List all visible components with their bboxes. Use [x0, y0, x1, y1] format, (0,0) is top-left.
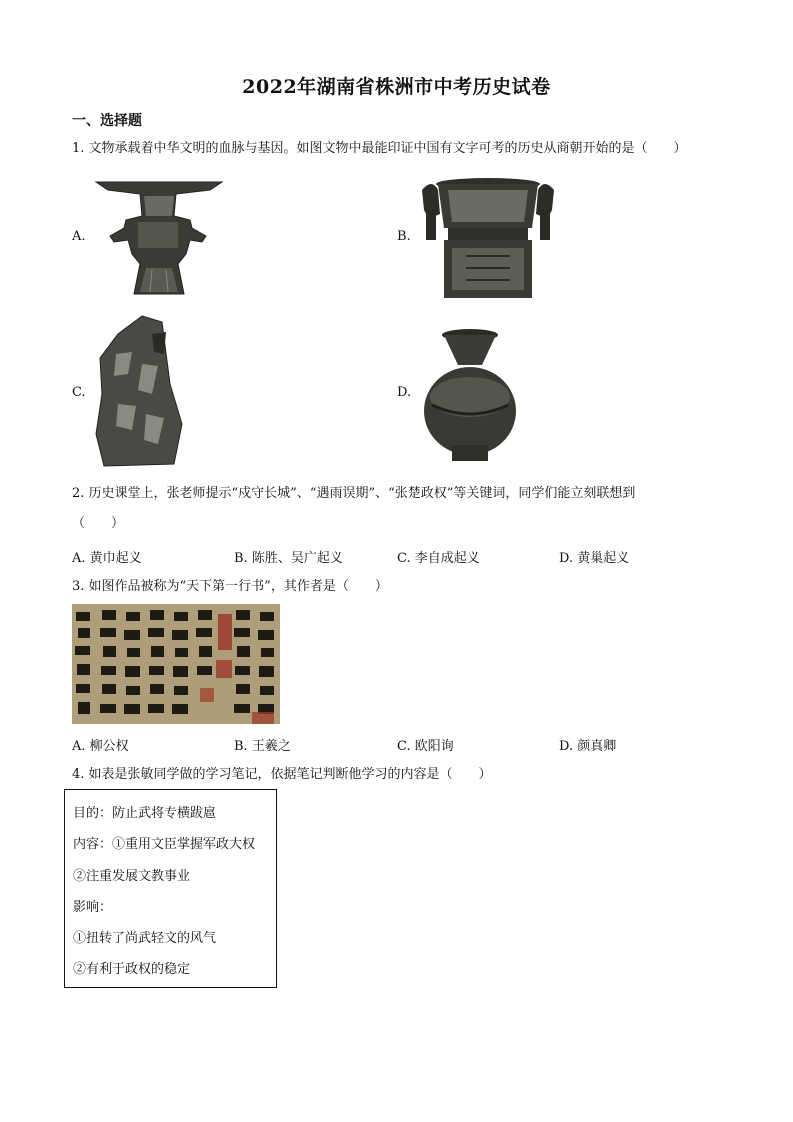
bronze-gui-vessel-image	[418, 170, 558, 300]
calligraphy-image	[72, 604, 280, 724]
q3-option-d: D. 颜真卿	[559, 739, 617, 754]
question-4-text: 4. 如表是张敏同学做的学习笔记，依据笔记判断他学习的内容是（ ）	[72, 767, 492, 782]
question-3-text: 3. 如图作品被称为“天下第一行书”，其作者是（ ）	[72, 579, 388, 594]
q1-option-b-label: B.	[397, 229, 411, 244]
page-title: 2022年湖南省株洲市中考历史试卷	[242, 76, 551, 98]
q1-option-a-label: A.	[72, 229, 86, 244]
bronze-hu-vessel-image	[418, 327, 520, 463]
oracle-bone-image	[92, 314, 188, 468]
question-1-text: 1. 文物承载着中华文明的血脉与基因。如图文物中最能印证中国有文字可考的历史从商朝开始的是（ ）	[72, 141, 687, 156]
bronze-zun-vessel-image	[94, 176, 224, 298]
q3-option-c: C. 欧阳询	[397, 739, 454, 754]
note-content-1: 内容：①重用文臣掌握军政大权	[73, 837, 256, 852]
study-note-table	[64, 789, 277, 988]
q2-option-a: A. 黄巾起义	[72, 551, 142, 566]
note-content-2: ②注重发展文教事业	[73, 869, 191, 884]
note-impact-1: ①扭转了尚武轻文的风气	[73, 931, 217, 946]
q2-option-b: B. 陈胜、吴广起义	[234, 551, 343, 566]
question-2-text-cont: （ ）	[72, 516, 125, 531]
q3-option-b: B. 王羲之	[234, 739, 291, 754]
note-purpose: 目的：防止武将专横跋扈	[73, 806, 217, 821]
note-impact-label: 影响：	[73, 900, 113, 915]
note-impact-2: ②有利于政权的稳定	[73, 962, 191, 977]
q3-option-a: A. 柳公权	[72, 739, 129, 754]
section-heading: 一、选择题	[72, 113, 142, 129]
q1-option-c-label: C.	[72, 385, 86, 400]
q1-option-d-label: D.	[397, 385, 412, 400]
question-2-text: 2. 历史课堂上，张老师提示“戍守长城”、“遇雨误期”、“张楚政权”等关键词，同学们能立刻联想到	[72, 486, 636, 501]
q2-option-d: D. 黄巢起义	[559, 551, 630, 566]
q2-option-c: C. 李自成起义	[397, 551, 480, 566]
